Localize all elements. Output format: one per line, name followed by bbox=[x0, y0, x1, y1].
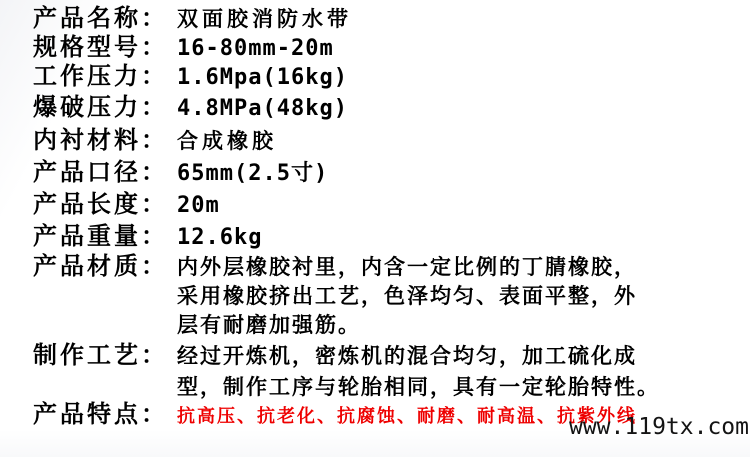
spec-label: 规格型号： bbox=[33, 34, 168, 61]
spec-label: 内衬材料： bbox=[33, 127, 168, 154]
material-description bbox=[177, 253, 637, 340]
process-description bbox=[177, 341, 660, 403]
spec-label: 制作工艺： bbox=[33, 342, 168, 369]
spec-row-burst-pressure bbox=[33, 94, 348, 123]
spec-row-length bbox=[33, 191, 220, 220]
spec-row-material-desc bbox=[33, 253, 637, 340]
spec-label: 产品长度： bbox=[33, 191, 168, 218]
spec-value: 65mm(2.5寸) bbox=[177, 161, 329, 186]
features-value: 抗高压、抗老化、抗腐蚀、耐磨、耐高温、抗紫外线 bbox=[177, 406, 637, 426]
spec-label: 产品名称： bbox=[33, 5, 168, 32]
spec-label: 产品材质： bbox=[33, 253, 168, 280]
spec-label: 产品口径： bbox=[33, 159, 168, 186]
spec-row-weight bbox=[33, 223, 262, 252]
spec-row-product-name bbox=[33, 5, 352, 34]
spec-value: 20m bbox=[177, 193, 220, 218]
spec-value: 16-80mm-20m bbox=[177, 36, 334, 61]
material-line: 采用橡胶挤出工艺，色泽均匀、表面平整，外 bbox=[177, 285, 637, 308]
material-line: 层有耐磨加强筋。 bbox=[177, 314, 361, 337]
spec-row-caliber bbox=[33, 159, 328, 188]
spec-value: 4.8MPa(48kg) bbox=[177, 96, 348, 121]
spec-label: 产品特点： bbox=[33, 401, 168, 428]
spec-value: 12.6kg bbox=[177, 225, 263, 250]
spec-value: 1.6Mpa(16kg) bbox=[177, 65, 348, 90]
process-line: 经过开炼机，密炼机的混合均匀，加工硫化成 bbox=[177, 345, 637, 368]
spec-row-process bbox=[33, 341, 660, 403]
spec-value: 合成橡胶 bbox=[177, 130, 277, 153]
spec-row-working-pressure bbox=[33, 63, 348, 92]
spec-row-model bbox=[33, 34, 334, 63]
spec-row-features bbox=[33, 401, 637, 429]
spec-label: 爆破压力： bbox=[33, 94, 168, 121]
spec-value: 双面胶消防水带 bbox=[177, 8, 352, 31]
spec-label: 工作压力： bbox=[33, 63, 168, 90]
watermark-url: www.119tx.com bbox=[568, 414, 749, 440]
spec-row-lining-material bbox=[33, 127, 277, 156]
process-line: 型，制作工序与轮胎相同，具有一定轮胎特性。 bbox=[177, 376, 660, 399]
material-line: 内外层橡胶衬里，内含一定比例的丁腈橡胶， bbox=[177, 256, 637, 279]
spec-label: 产品重量： bbox=[33, 223, 168, 250]
